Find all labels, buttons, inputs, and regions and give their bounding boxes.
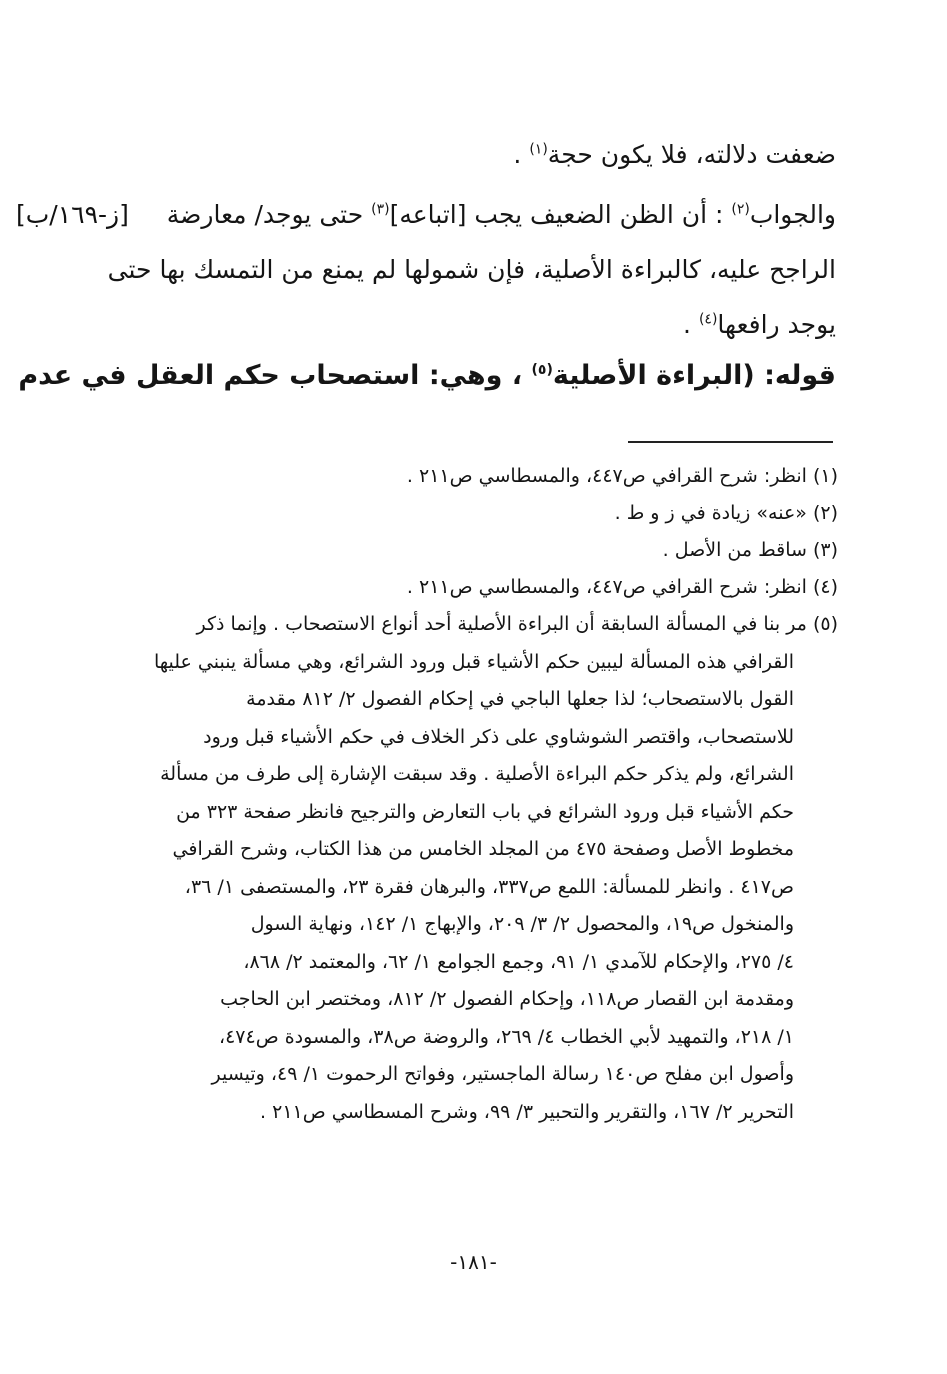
footnote-5-line: ٤/ ٢٧٥، والإحكام للآمدي ١/ ٩١، وجمع الجوامع ١/ ٦٢، والمعتمد ٢/ ٨٦٨، xyxy=(243,950,794,973)
footnote-ref-2: (٢) xyxy=(731,201,750,218)
footnote-5-line: وأصول ابن مفلح ص١٤٠ رسالة الماجستير، وفواتح الرحموت ١/ ٤٩، وتيسير xyxy=(211,1063,794,1085)
main-line-2 xyxy=(167,200,836,229)
main-line-4-end: . xyxy=(683,310,699,339)
footnote-5-line: التحرير ٢/ ١٦٧، والتقرير والتحبير ٣/ ٩٩، وشرح المسطاسي ص٢١١ . xyxy=(260,1100,794,1123)
footnote-5-line: والمنخول ص١٩، والمحصول ٢/ ٣/ ٢٠٩، والإبهاج ١/ ١٤٢، ونهاية السول xyxy=(250,913,794,935)
main-line-4-text: يوجد رافعها xyxy=(717,310,836,339)
page-number: -١٨١- xyxy=(450,1250,497,1274)
main-line-5-heading xyxy=(18,360,836,391)
footnote-ref-5: (٥) xyxy=(531,362,553,378)
main-line-2-b: : أن الظن الضعيف يجب [اتباعه] xyxy=(389,200,732,229)
footnote-ref-1: (١) xyxy=(529,141,548,158)
main-line-5-b: ، وهي: استصحاب حكم العقل في عدم xyxy=(18,360,532,391)
footnote-5-line: حكم الأشياء قبل ورود الشرائع في باب التعارض والترجيح فانظر صفحة ٣٢٣ من xyxy=(176,800,794,823)
main-line-2-c: حتى يوجد/ معارضة xyxy=(166,200,372,229)
footnote-5-line: ١/ ٢١٨، والتمهيد لأبي الخطاب ٤/ ٢٦٩، والروضة ص٣٨، والمسودة ص٤٧٤، xyxy=(218,1025,794,1048)
footnote-ref-3: (٣) xyxy=(371,201,390,218)
manuscript-reference: [ز-١٦٩/ب] xyxy=(16,200,129,229)
main-line-3: الراجح عليه، كالبراءة الأصلية، فإن شمولها لم يمنع من التمسك بها حتى xyxy=(107,255,836,284)
main-line-1-text: ضعفت دلالته، فلا يكون حجة xyxy=(547,140,836,169)
footnotes xyxy=(126,458,838,1131)
main-line-2-a: والجواب xyxy=(749,200,836,229)
footnote-2: (٢) «عنه» زيادة في ز و ط . xyxy=(614,502,838,524)
footnote-1: (١) انظر: شرح القرافي ص٤٤٧، والمسطاسي ص٢١١ . xyxy=(406,465,838,487)
footnote-5-line: القرافي هذه المسألة ليبين حكم الأشياء قبل ورود الشرائع، وهي مسألة ينبني عليها xyxy=(153,650,794,673)
footnote-5-line: للاستصحاب، واقتصر الشوشاوي على ذكر الخلاف في حكم الأشياء قبل ورود xyxy=(203,725,794,748)
footnote-5-line: ص٤١٧ . وانظر للمسألة: اللمع ص٣٣٧، والبرهان فقرة ٢٣، والمستصفى ١/ ٣٦، xyxy=(184,875,794,898)
footnote-5-first-line: (٥) مر بنا في المسألة السابقة أن البراءة الأصلية أحد أنواع الاستصحاب . وإنما ذكر xyxy=(196,613,838,635)
footnote-5-line: القول بالاستصحاب؛ لذا جعلها الباجي في إحكام الفصول ٢/ ٨١٢ مقدمة xyxy=(246,688,794,710)
footnote-5-line: مخطوط الأصل وصفحة ٤٧٥ من المجلد الخامس من هذا الكتاب، وشرح القرافي xyxy=(172,838,794,860)
footnote-ref-4: (٤) xyxy=(698,311,718,328)
main-line-1 xyxy=(513,140,836,169)
footnote-separator xyxy=(628,441,833,443)
main-line-5-a: قوله: (البراءة الأصلية xyxy=(552,360,836,391)
main-line-1-end: . xyxy=(513,140,530,169)
footnote-5-line: الشرائع، ولم يذكر حكم البراءة الأصلية . وقد سبقت الإشارة إلى طرف من مسألة xyxy=(160,763,794,785)
footnote-5-line: ومقدمة ابن القصار ص١١٨، وإحكام الفصول ٢/ ٨١٢، ومختصر ابن الحاجب xyxy=(220,988,794,1010)
footnote-5 xyxy=(126,606,838,1131)
main-line-4 xyxy=(683,310,836,339)
footnote-4: (٤) انظر: شرح القرافي ص٤٤٧، والمسطاسي ص٢١١ . xyxy=(406,576,838,598)
footnote-3: (٣) ساقط من الأصل . xyxy=(662,539,838,561)
